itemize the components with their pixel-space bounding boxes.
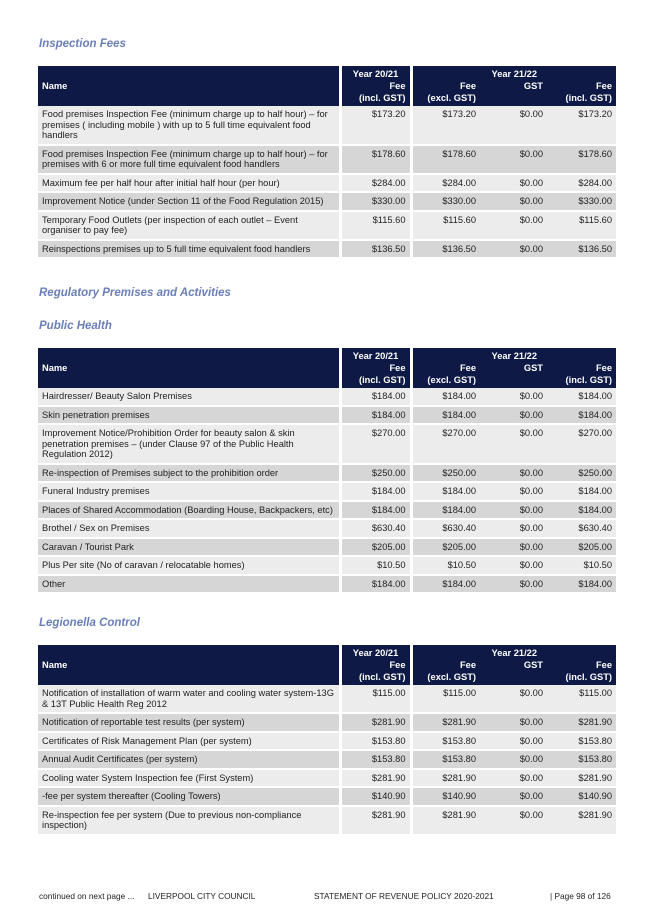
column-header-year-curr: Year 21/22 (411, 348, 616, 362)
fee-prev-incl-gst: $270.00 (340, 424, 411, 464)
table-row (38, 145, 616, 174)
gst-amount: $0.00 (480, 769, 547, 788)
fee-item-name: Caravan / Tourist Park (38, 538, 340, 557)
fee-incl-gst: $281.90 (547, 769, 616, 788)
fee-excl-gst: $281.90 (411, 713, 480, 732)
fee-item-name: Re-inspection fee per system (Due to previous non-compliance inspection) (38, 806, 340, 835)
column-header-fee-incl: Fee (340, 659, 411, 671)
column-header-fee-new: Fee (547, 80, 616, 92)
gst-amount: $0.00 (480, 750, 547, 769)
fee-excl-gst: $140.90 (411, 787, 480, 806)
fee-item-name: Food premises Inspection Fee (minimum charge up to half hour) – for premises ( including mobile ) with up to 5 full time equivalent food handlers (38, 106, 340, 145)
public-health-table (38, 348, 616, 594)
fee-incl-gst: $153.80 (547, 750, 616, 769)
gst-amount: $0.00 (480, 482, 547, 501)
fee-prev-incl-gst: $173.20 (340, 106, 411, 145)
fee-excl-gst: $10.50 (411, 556, 480, 575)
column-header-fee-excl-sub: (excl. GST) (411, 374, 480, 388)
gst-amount: $0.00 (480, 713, 547, 732)
fee-prev-incl-gst: $205.00 (340, 538, 411, 557)
fee-item-name: -fee per system thereafter (Cooling Towers) (38, 787, 340, 806)
table-row (38, 192, 616, 211)
table-row (38, 211, 616, 240)
column-header-fee-incl-sub: (incl. GST) (340, 92, 411, 106)
fee-item-name: Brothel / Sex on Premises (38, 519, 340, 538)
fee-excl-gst: $184.00 (411, 501, 480, 520)
gst-amount: $0.00 (480, 575, 547, 594)
fee-incl-gst: $330.00 (547, 192, 616, 211)
column-header-name: Name (38, 66, 340, 106)
fee-incl-gst: $136.50 (547, 240, 616, 259)
fee-prev-incl-gst: $281.90 (340, 806, 411, 835)
gst-amount: $0.00 (480, 211, 547, 240)
fee-excl-gst: $205.00 (411, 538, 480, 557)
column-header-name: Name (38, 645, 340, 685)
fee-prev-incl-gst: $184.00 (340, 388, 411, 406)
gst-amount: $0.00 (480, 174, 547, 193)
fee-prev-incl-gst: $153.80 (340, 732, 411, 751)
fee-item-name: Food premises Inspection Fee (minimum charge up to half hour) – for premises with 6 or more full time equivalent food handlers (38, 145, 340, 174)
legionella-control-table (38, 645, 616, 836)
fee-prev-incl-gst: $115.60 (340, 211, 411, 240)
fee-incl-gst: $115.60 (547, 211, 616, 240)
gst-amount: $0.00 (480, 424, 547, 464)
fee-item-name: Hairdresser/ Beauty Salon Premises (38, 388, 340, 406)
table-row (38, 106, 616, 145)
fee-excl-gst: $136.50 (411, 240, 480, 259)
table-row (38, 174, 616, 193)
fee-item-name: Reinspections premises up to 5 full time equivalent food handlers (38, 240, 340, 259)
section-heading-regulatory-premises: Regulatory Premises and Activities (39, 287, 231, 299)
gst-amount: $0.00 (480, 192, 547, 211)
fee-incl-gst: $153.80 (547, 732, 616, 751)
column-header-year-prev: Year 20/21 (340, 348, 411, 362)
fee-excl-gst: $184.00 (411, 388, 480, 406)
table-row (38, 713, 616, 732)
fee-prev-incl-gst: $178.60 (340, 145, 411, 174)
fee-incl-gst: $281.90 (547, 806, 616, 835)
table-row (38, 388, 616, 406)
footer-council-name: LIVERPOOL CITY COUNCIL (148, 891, 256, 901)
column-header-fee-excl-sub: (excl. GST) (411, 671, 480, 685)
fee-prev-incl-gst: $250.00 (340, 464, 411, 483)
column-header-gst: GST (480, 80, 547, 106)
fee-excl-gst: $281.90 (411, 806, 480, 835)
fee-incl-gst: $630.40 (547, 519, 616, 538)
fee-incl-gst: $115.00 (547, 685, 616, 713)
column-header-fee-incl: Fee (340, 362, 411, 374)
column-header-fee-incl-sub: (incl. GST) (340, 374, 411, 388)
gst-amount: $0.00 (480, 787, 547, 806)
table-row (38, 406, 616, 425)
table-row (38, 732, 616, 751)
column-header-name: Name (38, 348, 340, 388)
inspection-fees-table (38, 66, 616, 259)
fee-prev-incl-gst: $281.90 (340, 713, 411, 732)
gst-amount: $0.00 (480, 406, 547, 425)
table-row (38, 750, 616, 769)
column-header-fee-excl: Fee (411, 80, 480, 92)
fee-excl-gst: $330.00 (411, 192, 480, 211)
column-header-fee-incl: Fee (340, 80, 411, 92)
gst-amount: $0.00 (480, 732, 547, 751)
column-header-fee-new-sub: (incl. GST) (547, 374, 616, 388)
gst-amount: $0.00 (480, 145, 547, 174)
fee-excl-gst: $184.00 (411, 575, 480, 594)
table-row (38, 464, 616, 483)
fee-excl-gst: $153.80 (411, 732, 480, 751)
fee-item-name: Improvement Notice (under Section 11 of the Food Regulation 2015) (38, 192, 340, 211)
table-row (38, 482, 616, 501)
column-header-gst: GST (480, 362, 547, 388)
fee-item-name: Notification of reportable test results (per system) (38, 713, 340, 732)
fee-item-name: Annual Audit Certificates (per system) (38, 750, 340, 769)
fee-prev-incl-gst: $136.50 (340, 240, 411, 259)
fee-prev-incl-gst: $184.00 (340, 406, 411, 425)
fee-incl-gst: $250.00 (547, 464, 616, 483)
fee-excl-gst: $184.00 (411, 482, 480, 501)
fee-item-name: Re-inspection of Premises subject to the prohibition order (38, 464, 340, 483)
fee-item-name: Funeral Industry premises (38, 482, 340, 501)
fee-prev-incl-gst: $10.50 (340, 556, 411, 575)
gst-amount: $0.00 (480, 538, 547, 557)
gst-amount: $0.00 (480, 806, 547, 835)
column-header-fee-incl-sub: (incl. GST) (340, 671, 411, 685)
fee-incl-gst: $10.50 (547, 556, 616, 575)
fee-incl-gst: $184.00 (547, 482, 616, 501)
fee-item-name: Temporary Food Outlets (per inspection of each outlet – Event organiser to pay fee) (38, 211, 340, 240)
fee-prev-incl-gst: $281.90 (340, 769, 411, 788)
fee-prev-incl-gst: $630.40 (340, 519, 411, 538)
table-row (38, 685, 616, 713)
fee-prev-incl-gst: $184.00 (340, 575, 411, 594)
table-row (38, 787, 616, 806)
fee-incl-gst: $270.00 (547, 424, 616, 464)
fee-excl-gst: $281.90 (411, 769, 480, 788)
column-header-fee-excl-sub: (excl. GST) (411, 92, 480, 106)
gst-amount: $0.00 (480, 388, 547, 406)
fee-incl-gst: $205.00 (547, 538, 616, 557)
column-header-fee-new: Fee (547, 362, 616, 374)
table-row (38, 806, 616, 835)
gst-amount: $0.00 (480, 240, 547, 259)
fee-item-name: Plus Per site (No of caravan / relocatable homes) (38, 556, 340, 575)
fee-prev-incl-gst: $140.90 (340, 787, 411, 806)
gst-amount: $0.00 (480, 556, 547, 575)
fee-excl-gst: $250.00 (411, 464, 480, 483)
column-header-fee-new: Fee (547, 659, 616, 671)
section-heading-public-health: Public Health (39, 320, 112, 332)
table-row (38, 424, 616, 464)
column-header-year-prev: Year 20/21 (340, 645, 411, 659)
fee-item-name: Cooling water System Inspection fee (First System) (38, 769, 340, 788)
column-header-fee-new-sub: (incl. GST) (547, 671, 616, 685)
footer-continued: continued on next page ... (39, 891, 135, 901)
column-header-fee-excl: Fee (411, 362, 480, 374)
footer-page-number: | Page 98 of 126 (550, 891, 611, 901)
fee-excl-gst: $184.00 (411, 406, 480, 425)
gst-amount: $0.00 (480, 106, 547, 145)
fee-excl-gst: $284.00 (411, 174, 480, 193)
table-row (38, 519, 616, 538)
fee-incl-gst: $173.20 (547, 106, 616, 145)
fee-item-name: Certificates of Risk Management Plan (per system) (38, 732, 340, 751)
column-header-year-curr: Year 21/22 (411, 645, 616, 659)
fee-item-name: Places of Shared Accommodation (Boarding House, Backpackers, etc) (38, 501, 340, 520)
fee-prev-incl-gst: $184.00 (340, 482, 411, 501)
fee-item-name: Maximum fee per half hour after initial half hour (per hour) (38, 174, 340, 193)
table-row (38, 501, 616, 520)
table-row (38, 240, 616, 259)
fee-item-name: Improvement Notice/Prohibition Order for beauty salon & skin penetration premises – (under Clause 97 of the Public Health Regulation 2012) (38, 424, 340, 464)
fee-excl-gst: $173.20 (411, 106, 480, 145)
fee-excl-gst: $115.00 (411, 685, 480, 713)
gst-amount: $0.00 (480, 501, 547, 520)
fee-excl-gst: $270.00 (411, 424, 480, 464)
section-heading-inspection-fees: Inspection Fees (39, 38, 126, 50)
fee-excl-gst: $178.60 (411, 145, 480, 174)
fee-incl-gst: $184.00 (547, 501, 616, 520)
fee-excl-gst: $630.40 (411, 519, 480, 538)
fee-excl-gst: $153.80 (411, 750, 480, 769)
fee-prev-incl-gst: $330.00 (340, 192, 411, 211)
gst-amount: $0.00 (480, 519, 547, 538)
fee-item-name: Skin penetration premises (38, 406, 340, 425)
column-header-fee-new-sub: (incl. GST) (547, 92, 616, 106)
column-header-gst: GST (480, 659, 547, 685)
fee-excl-gst: $115.60 (411, 211, 480, 240)
table-row (38, 769, 616, 788)
fee-incl-gst: $178.60 (547, 145, 616, 174)
table-row (38, 538, 616, 557)
fee-item-name: Other (38, 575, 340, 594)
fee-prev-incl-gst: $115.00 (340, 685, 411, 713)
gst-amount: $0.00 (480, 685, 547, 713)
fee-incl-gst: $184.00 (547, 575, 616, 594)
column-header-fee-excl: Fee (411, 659, 480, 671)
column-header-year-prev: Year 20/21 (340, 66, 411, 80)
gst-amount: $0.00 (480, 464, 547, 483)
fee-item-name: Notification of installation of warm water and cooling water system-13G & 13T Public Health Reg 2012 (38, 685, 340, 713)
fee-incl-gst: $284.00 (547, 174, 616, 193)
column-header-year-curr: Year 21/22 (411, 66, 616, 80)
section-heading-legionella-control: Legionella Control (39, 617, 140, 629)
fee-incl-gst: $140.90 (547, 787, 616, 806)
fee-incl-gst: $184.00 (547, 406, 616, 425)
footer-document-title: STATEMENT OF REVENUE POLICY 2020-2021 (314, 891, 494, 901)
fee-prev-incl-gst: $153.80 (340, 750, 411, 769)
fee-prev-incl-gst: $284.00 (340, 174, 411, 193)
fee-prev-incl-gst: $184.00 (340, 501, 411, 520)
fee-incl-gst: $184.00 (547, 388, 616, 406)
fee-incl-gst: $281.90 (547, 713, 616, 732)
table-row (38, 575, 616, 594)
table-row (38, 556, 616, 575)
